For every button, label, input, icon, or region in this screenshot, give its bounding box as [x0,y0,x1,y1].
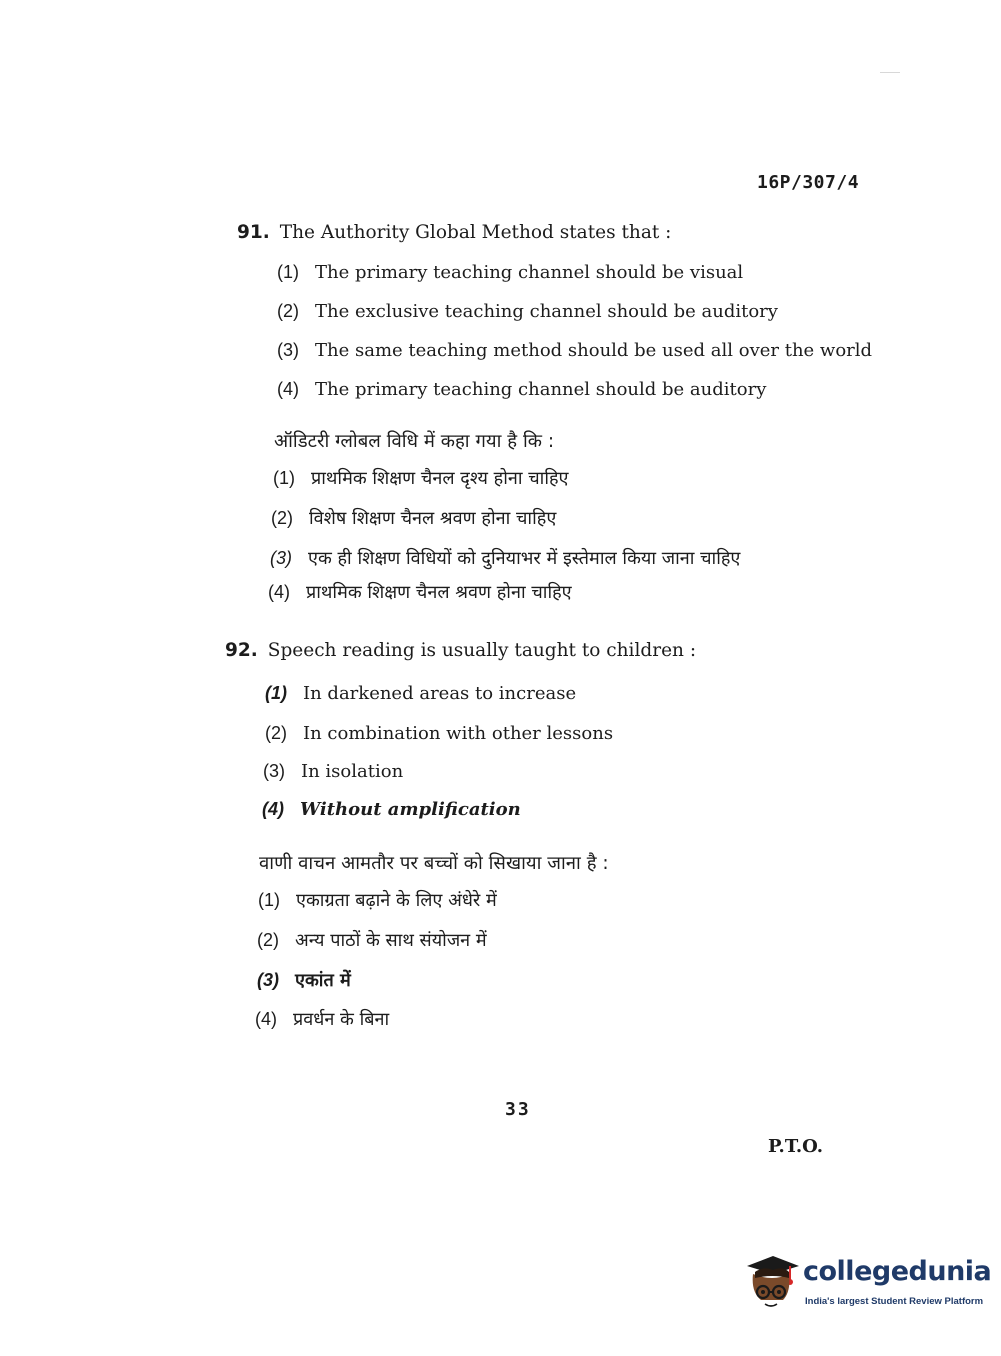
scan-mark [880,72,900,73]
option-92-4-hindi: (4) प्रवर्धन के बिना [255,1009,390,1030]
option-92-1: (1) In darkened areas to increase [265,683,577,704]
logo-brand: collegedunia [803,1256,992,1287]
page-number: 33 [505,1099,531,1120]
question-text: Speech reading is usually taught to children : [267,640,697,661]
option-91-2-hindi: (2) विशेष शिक्षण चैनल श्रवण होना चाहिए [271,508,557,529]
question-92-hindi: वाणी वाचन आमतौर पर बच्चों को सिखाया जाना है : [259,853,609,874]
question-number: 92. [225,640,258,661]
option-91-1: (1) The primary teaching channel should be visual [277,262,744,283]
question-92 [225,640,696,661]
question-91 [237,222,671,243]
option-91-4-hindi: (4) प्राथमिक शिक्षण चैनल श्रवण होना चाहिए [268,582,572,603]
option-91-4: (4) The primary teaching channel should be auditory [277,379,767,400]
logo-tagline: India's largest Student Review Platform [805,1296,984,1307]
option-91-2: (2) The exclusive teaching channel should be auditory [277,301,778,322]
collegedunia-logo [743,1252,992,1314]
option-91-3: (3) The same teaching method should be used all over the world [277,340,873,361]
pto-label: P.T.O. [768,1136,824,1157]
option-92-4: (4) Without amplification [262,799,521,820]
option-92-3: (3) In isolation [263,761,404,782]
option-92-2: (2) In combination with other lessons [265,723,614,744]
question-number: 91. [237,222,270,243]
option-92-1-hindi: (1) एकाग्रता बढ़ाने के लिए अंधेरे में [258,890,497,911]
option-91-1-hindi: (1) प्राथमिक शिक्षण चैनल दृश्य होना चाहिए [273,468,569,489]
question-91-hindi: ऑडिटरी ग्लोबल विधि में कहा गया है कि : [274,431,555,452]
question-text: The Authority Global Method states that : [279,222,672,243]
graduate-mascot-icon [743,1252,801,1312]
option-92-3-hindi: (3) एकांत में [257,970,351,991]
option-91-3-hindi: (3) एक ही शिक्षण विधियों को दुनियाभर में इस्तेमाल किया जाना चाहिए [270,548,741,569]
paper-code: 16P/307/4 [757,172,860,193]
option-92-2-hindi: (2) अन्य पाठों के साथ संयोजन में [257,930,487,951]
